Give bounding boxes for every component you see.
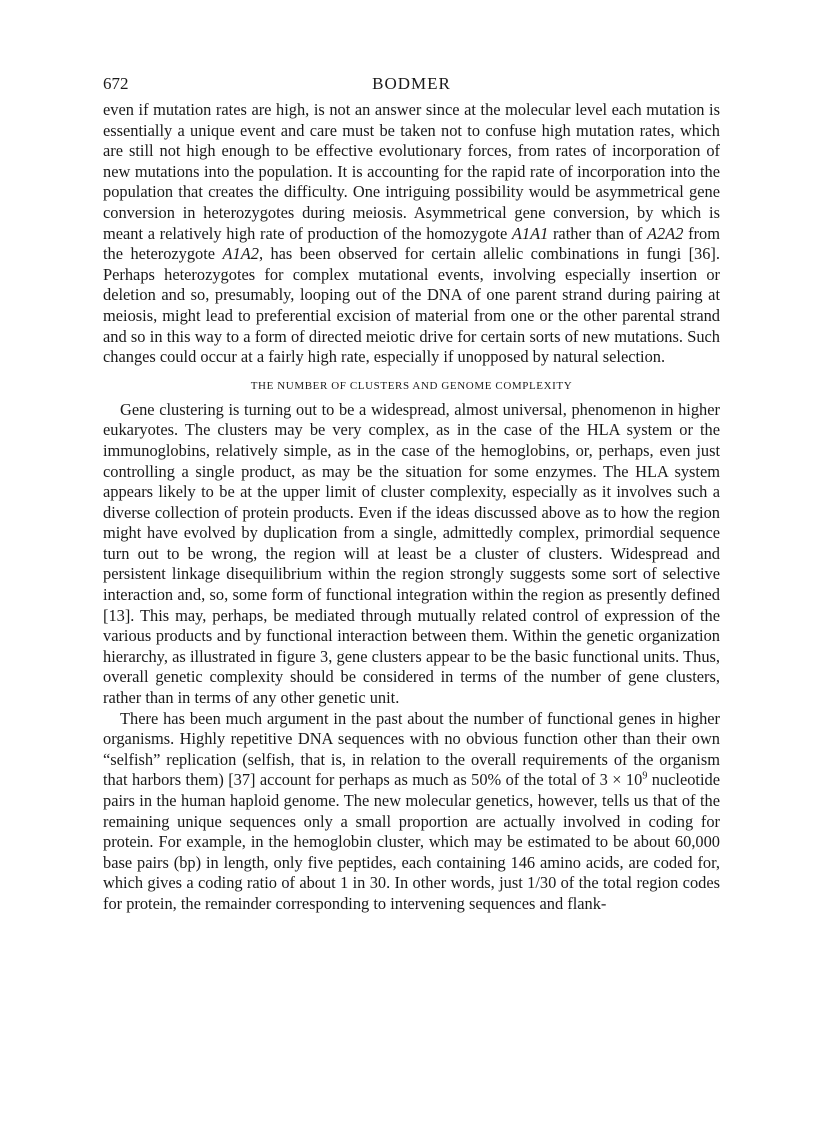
text-run: rather than of <box>548 223 648 243</box>
text-run: , has been observed for certain allelic combinations in fungi [36]. Perhaps heterozygotes for complex mutational events, involving especially insertion or deletion and so, presumably, looping out of the DNA of one parent strand during pairing at meiosis, might lead to preferential excision of material from one or the other parental strand and so in this way to a form of directed meiotic drive for certain sorts of new mutations. Such changes could occur at a fairly high rate, especially if unopposed by natural selection. <box>103 244 720 367</box>
page-header <box>103 74 720 100</box>
superscript: 9 <box>642 770 648 782</box>
italic-text: A1A1 <box>511 223 549 243</box>
body-text <box>103 100 720 915</box>
running-head: BODMER <box>372 74 451 93</box>
text-run: from the heterozygote <box>103 223 720 264</box>
text-run: Gene clustering is turning out to be a widespread, almost universal, phenomenon in higher eukaryotes. The clusters may be very complex, as in the case of the HLA system or the immunoglobins, relatively simple, as in the case of the hemoglobins, or, perhaps, even just controlling a single product, as may be the situation for some enzymes. The HLA system appears likely to be at the upper limit of cluster complexity, especially as it involves such a diverse collection of protein products. Even if the ideas discussed above as to how the region might have evolved by duplication from a single, admittedly complex, primordial sequence turn out to be wrong, the region will at least be a cluster of clusters. Widespread and persistent linkage disequilibrium within the region strongly suggests some sort of selective interaction and, so, some form of functional integration within the region as presently defined [13]. This may, perhaps, be mediated through mutually related control of expression of the various products and by functional interaction between them. Within the genetic organization hierarchy, as illustrated in figure 3, gene clusters appear to be the basic functional units. Thus, overall genetic complexity should be considered in terms of the number of gene clusters, rather than in terms of any other genetic unit. <box>103 399 720 708</box>
italic-text: A1A2 <box>222 244 259 264</box>
paragraph <box>103 709 720 915</box>
document-page <box>103 74 720 915</box>
text-run: There has been much argument in the past about the number of functional genes in higher organisms. Highly repetitive DNA sequences with no obvious function other than their own “selfish” replication (selfish, that is, in relation to the overall requirements of the organism that harbors them) [37] account for perhaps as much as 50% of the total of 3 × 10 <box>103 708 720 790</box>
paragraph <box>103 400 720 709</box>
italic-text: A2A2 <box>647 223 684 243</box>
paragraph-continuation <box>103 100 720 368</box>
text-run: nucleotide pairs in the human haploid genome. The new molecular genetics, however, tells us that of the remaining unique sequences only a small proportion are actually involved in coding for protein. For example, in the hemoglobin cluster, which may be estimated to be about 60,000 base pairs (bp) in length, only five peptides, each containing 146 amino acids, are coded for, which gives a coding ratio of about 1 in 30. In other words, just 1/30 of the total region codes for protein, the remainder corresponding to intervening sequences and flank- <box>103 770 720 913</box>
text-run: even if mutation rates are high, is not an answer since at the molecular level each mutation is essentially a unique event and care must be taken not to confuse high mutation rates, which are still not high enough to be effective evolutionary forces, from rates of incorporation of new mutations into the population. It is accounting for the rapid rate of incorporation into the population that creates the difficulty. One intriguing possibility would be asymmetrical gene conversion in heterozygotes during meiosis. Asymmetrical gene conversion, by which is meant a relatively high rate of production of the homozygote <box>103 100 720 243</box>
page-number: 672 <box>103 74 129 93</box>
section-heading: THE NUMBER OF CLUSTERS AND GENOME COMPLEXITY <box>250 379 573 392</box>
